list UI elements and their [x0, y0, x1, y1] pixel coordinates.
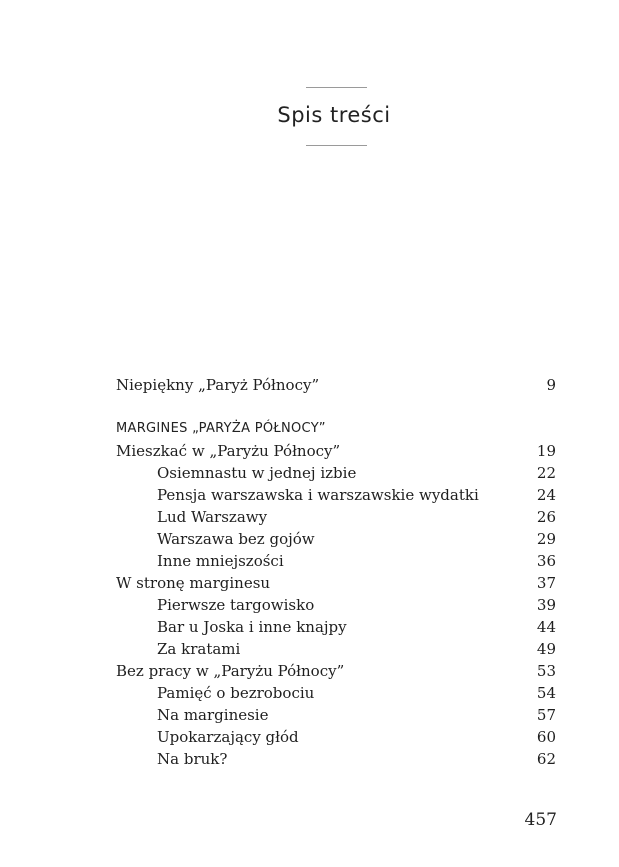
toc-subentry [116, 550, 556, 572]
toc-entry-page: 9 [546, 376, 556, 394]
toc-subentry [116, 726, 556, 748]
toc-entry [116, 374, 556, 396]
toc-subentry [116, 704, 556, 726]
toc-entry-label: Osiemnastu w jednej izbie [157, 464, 357, 482]
toc-entry-label: W stronę marginesu [116, 574, 271, 592]
toc-entry-page: 53 [536, 662, 556, 680]
toc-spacer [116, 396, 556, 418]
toc-chapter [116, 660, 556, 682]
toc-entry-label: Upokarzający głód [157, 728, 299, 746]
toc-entry-label: Bar u Joska i inne knajpy [157, 618, 347, 636]
toc-chapter [116, 572, 556, 594]
toc-entry-page: 24 [536, 486, 556, 504]
toc-entry-page: 22 [536, 464, 556, 482]
toc-subentry [116, 748, 556, 770]
toc-entry-label: Bez pracy w „Paryżu Północy” [116, 662, 345, 680]
toc-entry-page: 60 [536, 728, 556, 746]
toc-section-title: MARGINES „PARYŻA PÓŁNOCY” [116, 421, 326, 436]
toc-entry-page: 62 [536, 750, 556, 768]
toc-entry-page: 57 [536, 706, 556, 724]
toc-entry-label: Za kratami [157, 640, 241, 658]
toc-subentry [116, 616, 556, 638]
toc-entry-label: Pensja warszawska i warszawskie wydatki [157, 486, 479, 504]
toc-entry-page: 26 [536, 508, 556, 526]
toc-entry-label: Pierwsze targowisko [157, 596, 315, 614]
toc-entry-label: Inne mniejszości [157, 552, 284, 570]
toc-subentry [116, 682, 556, 704]
toc-entry-label: Niepiękny „Paryż Północy” [116, 376, 320, 394]
toc-entry-page: 49 [536, 640, 556, 658]
toc-subentry [116, 528, 556, 550]
table-of-contents [116, 374, 556, 770]
page-title: Spis treści [277, 103, 391, 127]
toc-subentry [116, 594, 556, 616]
toc-entry-page: 36 [536, 552, 556, 570]
toc-entry-page: 37 [536, 574, 556, 592]
toc-subentry [116, 462, 556, 484]
toc-chapter [116, 440, 556, 462]
toc-entry-label: Pamięć o bezrobociu [157, 684, 315, 702]
toc-subentry [116, 484, 556, 506]
toc-entry-page: 39 [536, 596, 556, 614]
toc-entry-page: 19 [536, 442, 556, 460]
heading-rule-bottom [306, 145, 367, 146]
toc-entry-label: Na bruk? [157, 750, 228, 768]
toc-entry-page: 54 [536, 684, 556, 702]
page-number: 457 [524, 810, 557, 830]
toc-entry-label: Lud Warszawy [157, 508, 268, 526]
toc-entry-page: 44 [536, 618, 556, 636]
toc-subentry [116, 506, 556, 528]
heading-rule-top [306, 87, 367, 88]
toc-entry-page: 29 [536, 530, 556, 548]
toc-entry-label: Na marginesie [157, 706, 269, 724]
toc-subentry [116, 638, 556, 660]
toc-entry-label: Mieszkać w „Paryżu Północy” [116, 442, 341, 460]
toc-entry-label: Warszawa bez gojów [157, 530, 315, 548]
